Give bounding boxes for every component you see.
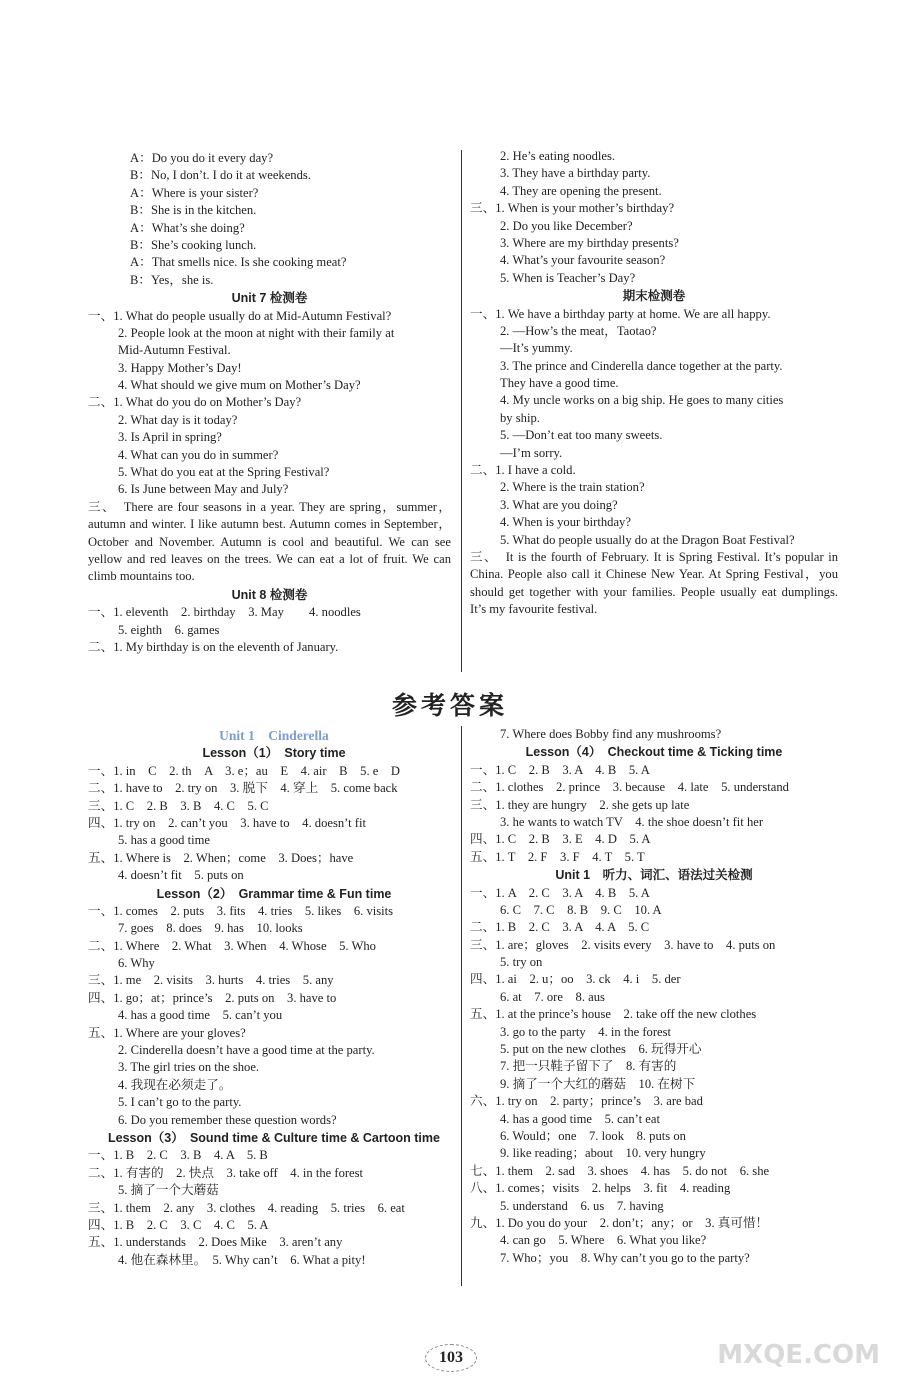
answer-line: 二、1. clothes 2. prince 3. because 4. late 5. understand — [470, 780, 789, 795]
answer-line: B：She is in the kitchen. — [130, 203, 257, 218]
answer-line: 5. 摘了一个大蘑菇 — [118, 1183, 219, 1198]
answer-line: 一、1. in C 2. th A 3. e；au E 4. air B 5. e D — [88, 763, 401, 778]
page-number: 103 — [425, 1344, 477, 1372]
bottom-left-column — [88, 726, 460, 1269]
answer-line: 三、1. me 2. visits 3. hurts 4. tries 5. any — [88, 973, 334, 988]
column-divider-top — [461, 150, 462, 672]
answer-line: 一、1. We have a birthday party at home. We are all happy. — [470, 306, 771, 321]
answer-line: 一、1. eleventh 2. birthday 3. May 4. noodles — [88, 605, 361, 620]
answer-line: by ship. — [500, 410, 540, 425]
answer-line: 5. I can’t go to the party. — [118, 1095, 242, 1110]
answer-line: 4. has a good time 5. can’t you — [118, 1008, 283, 1023]
section-heading: Lesson（2） Grammar time & Fun time — [156, 886, 392, 901]
answer-line: 2. Do you like December? — [500, 218, 633, 233]
answer-line: B：She’s cooking lunch. — [130, 237, 257, 252]
answer-line: —It’s yummy. — [500, 341, 573, 356]
answer-line: 2. Cinderella doesn’t have a good time at the party. — [118, 1043, 375, 1058]
answer-line: 3. What are you doing? — [500, 497, 618, 512]
answer-line: 一、1. comes 2. puts 3. fits 4. tries 5. likes 6. visits — [88, 903, 394, 918]
answer-line: 9. 摘了一个大红的蘑菇 10. 在树下 — [500, 1076, 696, 1091]
answer-line: 三、1. they are hungry 2. she gets up late — [470, 797, 690, 812]
answer-line: 7. 把一只鞋子留下了 8. 有害的 — [500, 1059, 677, 1074]
answer-line: 2. People look at the moon at night with their family at — [118, 325, 395, 340]
answer-line: 4. What can you do in summer? — [118, 447, 279, 462]
answer-line: 7. Where does Bobby find any mushrooms? — [500, 727, 722, 741]
answer-line: 五、1. understands 2. Does Mike 3. aren’t any — [88, 1235, 343, 1250]
answer-line: 二、1. 有害的 2. 快点 3. take off 4. in the forest — [88, 1165, 364, 1180]
answer-line: 3. The girl tries on the shoe. — [118, 1060, 260, 1075]
answer-line: 一、1. B 2. C 3. B 4. A 5. B — [88, 1148, 268, 1163]
section-heading: Lesson（3） Sound time & Culture time & Cartoon time — [108, 1130, 440, 1145]
answer-line: 5. What do you eat at the Spring Festival? — [118, 465, 330, 480]
answer-line: 二、1. What do you do on Mother’s Day? — [88, 395, 302, 410]
answer-line: 六、1. try on 2. party；prince’s 3. are bad — [470, 1094, 703, 1109]
answer-line: 四、1. ai 2. u；oo 3. ck 4. i 5. der — [470, 972, 681, 987]
answer-line: 三、1. When is your mother’s birthday? — [470, 201, 675, 216]
answer-line: A：Do you do it every day? — [130, 151, 274, 165]
watermark: MXQE.COM — [717, 1340, 880, 1370]
answer-line: 四、1. C 2. B 3. E 4. D 5. A — [470, 832, 651, 847]
answer-line: 四、1. B 2. C 3. C 4. C 5. A — [88, 1217, 269, 1232]
section-heading: Lesson（4） Checkout time & Ticking time — [525, 745, 783, 760]
answer-line: 2. What day is it today? — [118, 412, 238, 427]
section-heading: Lesson（1） Story time — [202, 746, 346, 761]
top-left-column — [88, 150, 451, 656]
answer-line: 5. eighth 6. games — [118, 622, 220, 637]
answer-line: 7. Who；you 8. Why can’t you go to the party? — [500, 1250, 750, 1265]
answer-line: 3. They have a birthday party. — [500, 166, 651, 181]
answer-line: 5. —Don’t eat too many sweets. — [500, 428, 663, 443]
answer-line: 5. put on the new clothes 6. 玩得开心 — [500, 1042, 702, 1057]
answer-line: 5. understand 6. us 7. having — [500, 1198, 664, 1213]
answer-line: 三、1. them 2. any 3. clothes 4. reading 5. tries 6. eat — [88, 1200, 405, 1215]
answer-line: 6. Would；one 7. look 8. puts on — [500, 1128, 686, 1143]
answer-line: 五、1. Where are your gloves? — [88, 1025, 246, 1040]
answer-line: 八、1. comes；visits 2. helps 3. fit 4. reading — [470, 1181, 731, 1196]
answer-line: 四、1. go；at；prince’s 2. puts on 3. have to — [88, 990, 337, 1005]
answer-line: 五、1. at the prince’s house 2. take off the new clothes — [470, 1007, 757, 1022]
answer-line: 7. goes 8. does 9. has 10. looks — [118, 921, 303, 936]
answer-line: 4. When is your birthday? — [500, 515, 631, 530]
answer-line: 4. has a good time 5. can’t eat — [500, 1111, 660, 1126]
section-heading: Unit 8 检测卷 — [231, 587, 308, 602]
answer-line: 2. Where is the train station? — [500, 480, 645, 495]
answer-line: 3. Where are my birthday presents? — [500, 235, 679, 250]
answer-line: 五、1. T 2. F 3. F 4. T 5. T — [470, 849, 645, 864]
bottom-right-column — [470, 726, 838, 1267]
answer-line: 一、1. C 2. B 3. A 4. B 5. A — [470, 762, 650, 777]
answer-line: 3. The prince and Cinderella dance together at the party. — [500, 358, 783, 373]
answer-line: 5. What do people usually do at the Dragon Boat Festival? — [500, 532, 795, 547]
answer-line: 二、1. My birthday is on the eleventh of January. — [88, 640, 339, 655]
section-heading: Unit 1 听力、词汇、语法过关检测 — [555, 868, 753, 883]
answer-line: 6. at 7. ore 8. aus — [500, 989, 605, 1004]
section-heading: 期末检测卷 — [622, 289, 686, 304]
answer-line: 6. Do you remember these question words? — [118, 1112, 337, 1127]
answer-line: 3. go to the party 4. in the forest — [500, 1024, 672, 1039]
column-divider-bottom — [461, 726, 462, 1286]
section-heading: Unit 1 Cinderella — [219, 728, 329, 743]
answer-line: 5. try on — [500, 955, 543, 970]
answer-line: A：Where is your sister? — [130, 185, 259, 200]
answer-line: 3. Is April in spring? — [118, 430, 222, 445]
answer-line: 3. he wants to watch TV 4. the shoe doesn’t fit her — [500, 814, 764, 829]
answer-line: A：That smells nice. Is she cooking meat? — [130, 255, 347, 270]
answer-line: 七、1. them 2. sad 3. shoes 4. has 5. do not 6. she — [470, 1163, 770, 1178]
section-title: 参考答案 — [391, 691, 508, 720]
answer-line: 4. What should we give mum on Mother’s Day? — [118, 378, 361, 393]
answer-line: 6. Why — [118, 956, 155, 971]
answer-line: 9. like reading；about 10. very hungry — [500, 1146, 706, 1161]
answer-line: 4. They are opening the present. — [500, 183, 662, 198]
answer-line: B：Yes，she is. — [130, 272, 214, 287]
answer-line: 2. He’s eating noodles. — [500, 149, 616, 163]
answer-line: Mid-Autumn Festival. — [118, 343, 231, 358]
answer-line: 4. What’s your favourite season? — [500, 253, 666, 268]
answer-line: B：No, I don’t. I do it at weekends. — [130, 168, 311, 183]
answer-line: 一、1. What do people usually do at Mid-Autumn Festival? — [88, 308, 392, 323]
answer-line: 三、1. C 2. B 3. B 4. C 5. C — [88, 798, 269, 813]
answer-line: 4. My uncle works on a big ship. He goes to many cities — [500, 393, 784, 408]
answer-line: 4. can go 5. Where 6. What you like? — [500, 1233, 707, 1248]
answer-line: 二、1. B 2. C 3. A 4. A 5. C — [470, 920, 650, 935]
section-heading: Unit 7 检测卷 — [231, 291, 308, 306]
answer-line: 6. C 7. C 8. B 9. C 10. A — [500, 902, 662, 917]
answer-line: 三、 It is the fourth of February. It is Spring Festival. It’s popular in China. People also call it Chinese New Year. At Spring Festival，you should get together with your families. People usually eat dumplings. It’s my favourite festival. — [470, 549, 838, 617]
answer-line: They have a good time. — [500, 376, 619, 391]
answer-line: 五、1. Where is 2. When；come 3. Does；have — [88, 850, 354, 865]
answer-line: A：What’s she doing? — [130, 220, 245, 235]
answer-line: 二、1. I have a cold. — [470, 463, 576, 478]
answer-line: 4. doesn’t fit 5. puts on — [118, 868, 244, 883]
answer-line: 三、1. are；gloves 2. visits every 3. have to 4. puts on — [470, 937, 776, 952]
answer-line: 6. Is June between May and July? — [118, 482, 289, 497]
answer-line: 5. has a good time — [118, 833, 210, 848]
answer-line: 九、1. Do you do your 2. don’t；any；or 3. 真可惜！ — [470, 1215, 769, 1230]
answer-line: 5. When is Teacher’s Day? — [500, 270, 636, 285]
answer-line: 3. Happy Mother’s Day! — [118, 360, 242, 375]
answer-line: 二、1. have to 2. try on 3. 脱下 4. 穿上 5. come back — [88, 781, 398, 796]
answer-line: 三、 There are four seasons in a year. They are spring，summer，autumn and winter. I like autumn best. Autumn comes in September，October and November. Autumn is cool and beautiful. We can see yellow and red leaves on the trees. We can eat a lot of fruit. We can climb mountains too. — [88, 499, 451, 584]
answer-line: 四、1. try on 2. can’t you 3. have to 4. doesn’t fit — [88, 815, 366, 830]
top-right-column — [470, 148, 838, 619]
answer-line: —I’m sorry. — [500, 445, 563, 460]
answer-line: 2. —How’s the meat，Taotao? — [500, 323, 657, 338]
answer-line: 4. 我现在必须走了。 — [118, 1077, 232, 1092]
answer-line: 4. 他在森林里。 5. Why can’t 6. What a pity! — [118, 1252, 366, 1267]
answer-line: 二、1. Where 2. What 3. When 4. Whose 5. Who — [88, 938, 376, 953]
answer-line: 一、1. A 2. C 3. A 4. B 5. A — [470, 885, 650, 900]
